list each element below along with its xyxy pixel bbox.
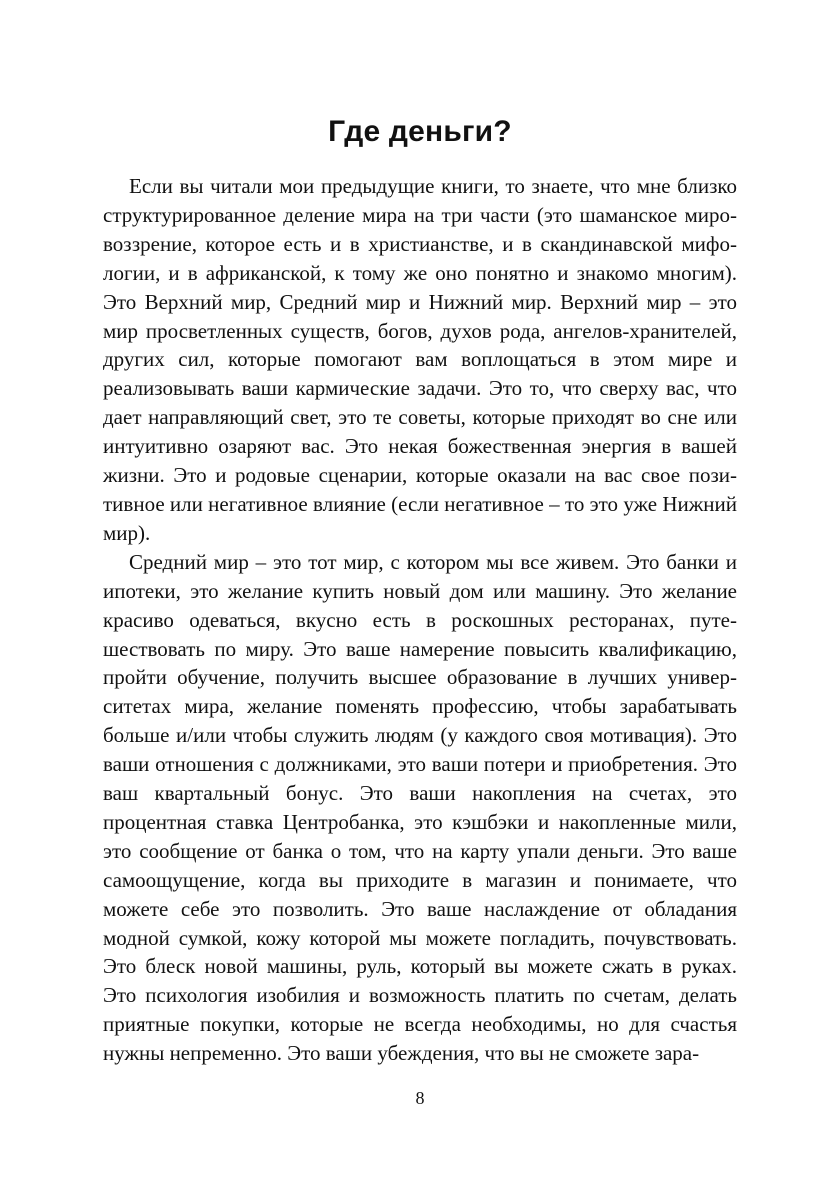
page-number: 8 bbox=[415, 1088, 425, 1108]
chapter-title: Где деньги? bbox=[328, 115, 512, 148]
paragraph-upper-world: Если вы читали мои предыдущие книги, то знаете, что мне близко структурированное деление мира на три части (это шаманское мировоззрение, которое есть и в христианстве, и в скандинавской мифологии, и в африканской, к тому же оно понятно и знакомо многим). Это Верхний мир, Средний мир и Нижний мир. Верхний мир – это мир просветленных существ, богов, духов рода, ангелов-хранителей, других сил, которые помогают вам воплощаться в этом мире и реализовывать ваши кармические задачи. Это то, что сверху вас, что дает направляющий свет, это те советы, которые приходят во сне или интуитивно озаряют вас. Это некая божественная энергия в вашей жизни. Это и родовые сценарии, которые оказали на вас свое позитивное или негативное влияние (если негативное – то это уже Нижний мир). bbox=[103, 174, 737, 545]
chapter-body bbox=[103, 172, 737, 1068]
paragraph-middle-world: Средний мир – это тот мир, с котором мы все живем. Это банки и ипотеки, это желание купить новый дом или машину. Это желание красиво одеваться, вкусно есть в роскошных ресторанах, путешествовать по миру. Это ваше намерение повысить квалификацию, пройти обучение, получить высшее образование в лучших университетах мира, желание поменять профессию, чтобы зарабатывать больше и/или чтобы служить людям (у каждого своя мотивация). Это ваши отношения с должниками, это ваши потери и приобретения. Это ваш квартальный бонус. Это ваши накопления на счетах, это процентная ставка Центробанка, это кэшбэки и накопленные мили, это сообщение от банка о том, что на карту упали деньги. Это ваше самоощущение, когда вы приходите в магазин и понимаете, что можете себе это позволить. Это ваше наслаждение от обладания модной сумкой, кожу которой мы можете погладить, почувствовать. Это блеск новой машины, руль, который вы можете сжать в руках. Это психология изобилия и возможность платить по счетам, делать приятные покупки, которые не всегда необходимы, но для счастья нужны непременно. Это ваши убеждения, что вы не сможете зара- bbox=[103, 549, 737, 1066]
